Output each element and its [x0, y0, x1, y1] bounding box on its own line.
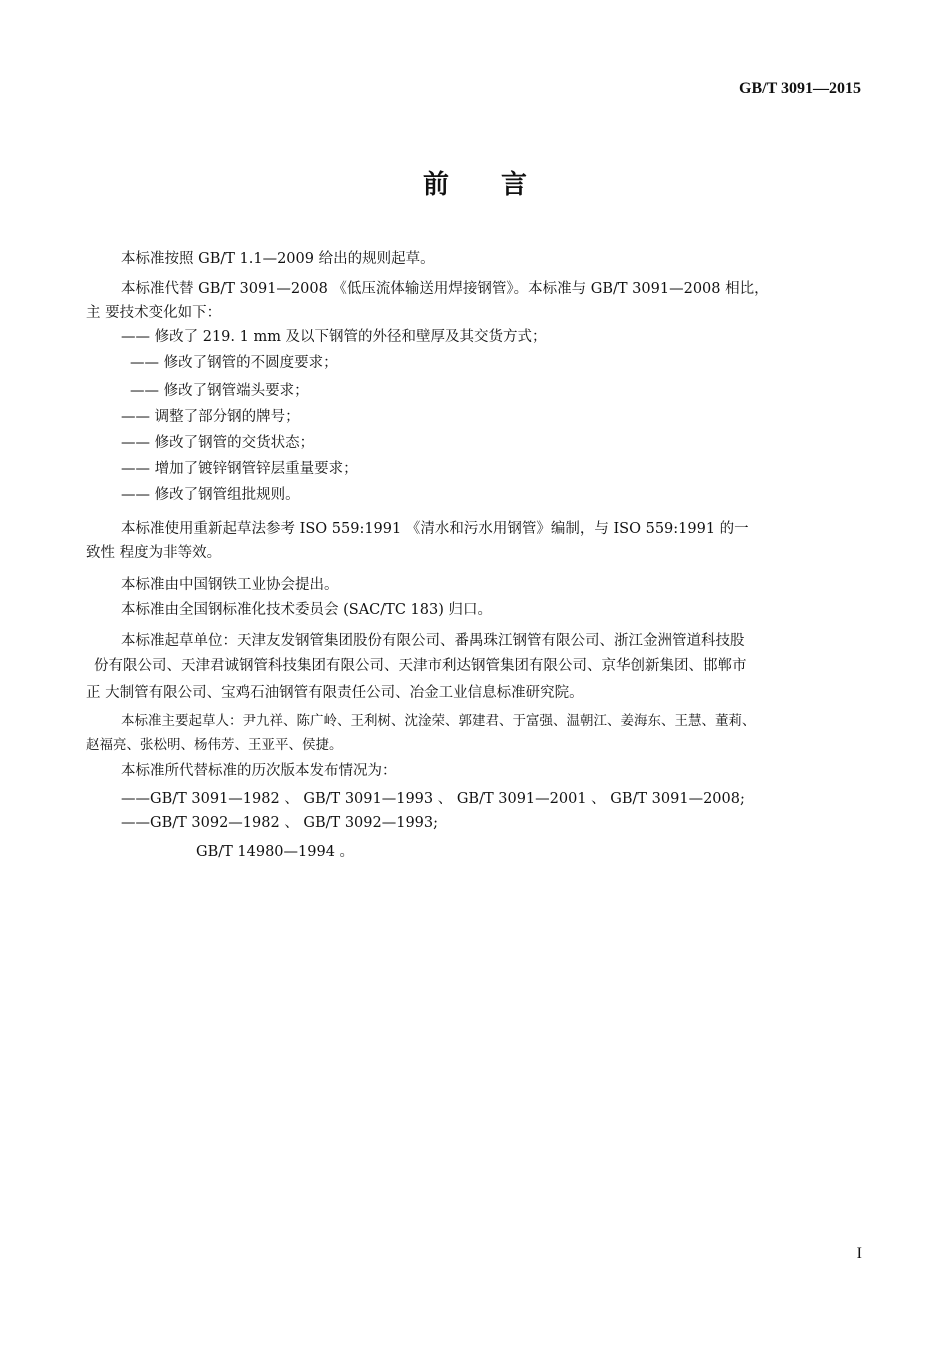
drafters-line-2: 赵福亮、张松明、杨伟芳、王亚平、侯捷。	[86, 737, 343, 753]
drafting-rule-paragraph: 本标准按照 GB/T 1.1—2009 给出的规则起草。	[121, 251, 435, 267]
change-item: —— 修改了 219. 1 mm 及以下钢管的外径和壁厚及其交货方式；	[121, 329, 547, 345]
centralization-paragraph: 本标准由全国钢标准化技术委员会 (SAC/TC 183) 归口。	[121, 602, 492, 618]
drafting-units-line-3: 正 大制管有限公司、宝鸡石油钢管有限责任公司、冶金工业信息标准研究院。	[86, 685, 584, 701]
drafting-units-line-1: 本标准起草单位：天津友发钢管集团股份有限公司、番禺珠江钢管有限公司、浙江金洲管道科技股	[121, 633, 745, 649]
history-item: GB/T 14980—1994 。	[196, 844, 355, 860]
page-number: I	[856, 1245, 862, 1262]
proposer-paragraph: 本标准由中国钢铁工业协会提出。	[121, 577, 339, 593]
standard-code: GB/T 3091—2015	[739, 80, 861, 97]
change-item: —— 修改了钢管端头要求；	[130, 383, 309, 399]
change-item: —— 增加了镀锌钢管锌层重量要求；	[121, 461, 358, 477]
iso-reference-line-1: 本标准使用重新起草法参考 ISO 559:1991 《清水和污水用钢管》编制，与 ISO 559:1991 的一	[121, 521, 749, 537]
change-item: —— 修改了钢管组批规则。	[121, 487, 300, 503]
replacement-paragraph-line-2: 主 要技术变化如下：	[86, 305, 222, 321]
title-char-2: 言	[501, 170, 528, 200]
change-item: —— 修改了钢管的不圆度要求；	[130, 355, 338, 371]
drafting-units-line-2: 份有限公司、天津君诚钢管科技集团有限公司、天津市利达钢管集团有限公司、京华创新集团、邯郸市	[94, 658, 747, 674]
history-intro: 本标准所代替标准的历次版本发布情况为：	[121, 763, 397, 779]
history-item: ——GB/T 3091—1982 、 GB/T 3091—1993 、 GB/T 3091—2001 、 GB/T 3091—2008;	[121, 791, 745, 807]
page-title	[0, 164, 950, 201]
iso-reference-line-2: 致性 程度为非等效。	[86, 545, 222, 561]
change-item: —— 调整了部分钢的牌号；	[121, 409, 300, 425]
title-char-1: 前	[422, 170, 449, 200]
change-item: —— 修改了钢管的交货状态；	[121, 435, 315, 451]
history-item: ——GB/T 3092—1982 、 GB/T 3092—1993;	[121, 815, 439, 831]
replacement-paragraph-line-1: 本标准代替 GB/T 3091—2008 《低压流体输送用焊接钢管》。本标准与 GB/T 3091—2008 相比，	[121, 281, 769, 297]
drafters-line-1: 本标准主要起草人：尹九祥、陈广岭、王利树、沈淦荣、郭建君、于富强、温朝江、姜海东、王慧、董莉、	[121, 713, 756, 729]
